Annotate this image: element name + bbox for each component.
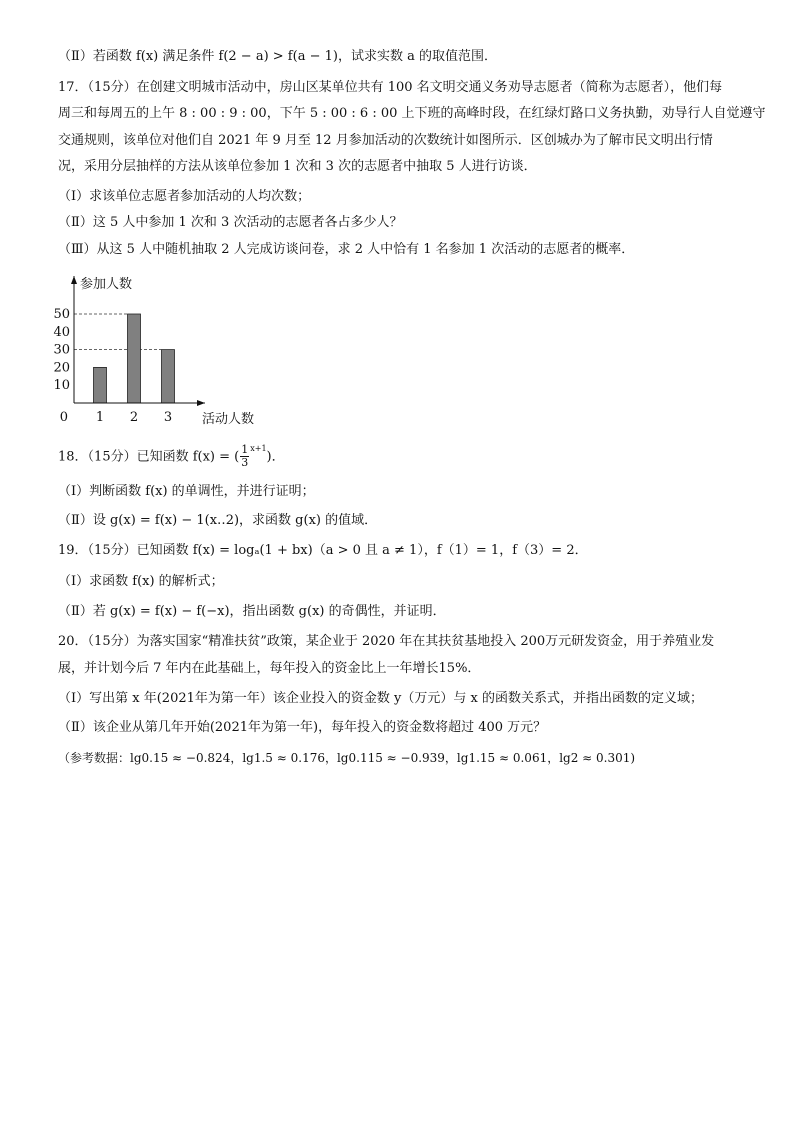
- y-tick-label-30: 30: [53, 342, 70, 358]
- y-tick-label-10: 10: [53, 378, 70, 394]
- q19-part2: （Ⅱ）若 g(x) = f(x) − f(−x)，指出函数 g(x) 的奇偶性，并证明．: [58, 604, 446, 619]
- q16-part2: （Ⅱ）若函数 f(x) 满足条件 f(2 − a) > f(a − 1)，试求实数 a 的取值范围．: [58, 49, 497, 64]
- q17-part2: （Ⅱ）这 5 人中参加 1 次和 3 次活动的志愿者各占多少人？: [58, 215, 403, 230]
- q18-part2: （Ⅱ）设 g(x) = f(x) − 1(x‥2)，求函数 g(x) 的值域．: [58, 513, 378, 528]
- x-axis-arrow: [197, 400, 205, 406]
- q18-frac-numerator: 1: [241, 443, 249, 457]
- y-axis-arrow: [71, 276, 77, 284]
- x-tick-label-3: 3: [163, 410, 173, 425]
- activity-bar-chart: [50, 268, 290, 428]
- q18-frac-denominator: 3: [241, 456, 249, 470]
- q18-part1: （Ⅰ）判断函数 f(x) 的单调性，并进行证明；: [58, 484, 315, 499]
- q17-stem-line4: 况，采用分层抽样的方法从该单位参加 1 次和 3 次的志愿者中抽取 5 人进行访谈．: [58, 159, 537, 174]
- q18-fraction: [240, 444, 249, 469]
- y-tick-label-50: 50: [53, 307, 70, 322]
- q19-part1: （Ⅰ）求函数 f(x) 的解析式；: [58, 574, 224, 589]
- q18-stem: [58, 444, 285, 469]
- x-tick-label-1: 1: [95, 410, 105, 425]
- y-tick-label-40: 40: [53, 324, 70, 340]
- q17-part3: （Ⅲ）从这 5 人中随机抽取 2 人完成访谈问卷，求 2 人中恰有 1 名参加 1 次活动的志愿者的概率．: [58, 242, 635, 257]
- y-tick-label-20: 20: [53, 360, 70, 376]
- bar-3: [162, 350, 175, 403]
- bar-2: [128, 314, 141, 403]
- chart-plot-area: [53, 276, 254, 427]
- y-axis-label: 参加人数: [80, 277, 133, 292]
- q20-part1: （Ⅰ）写出第 x 年(2021年为第一年）该企业投入的资金数 y（万元）与 x 的函数关系式，并指出函数的定义域；: [58, 691, 703, 706]
- q20-reference-data: （参考数据：lg0.15 ≈ −0.824，lg1.5 ≈ 0.176，lg0.115 ≈ −0.939，lg1.15 ≈ 0.061，lg2 ≈ 0.301): [58, 751, 636, 765]
- x-tick-label-2: 2: [129, 410, 139, 425]
- x-axis-label: 活动人数: [202, 412, 255, 427]
- q17-part1: （Ⅰ）求该单位志愿者参加活动的人均次数；: [58, 189, 311, 204]
- q17-stem-line1: 17．（15分）在创建文明城市活动中，房山区某单位共有 100 名文明交通义务劝导志愿者（简称为志愿者），他们每: [58, 80, 723, 95]
- q19-stem: 19．（15分）已知函数 f(x) = logₐ(1 + bx)（a > 0 且 a ≠ 1），f（1）= 1，f（3）= 2．: [58, 543, 588, 558]
- q18-stem-prefix: 18．（15分）已知函数 f(x) = (: [58, 449, 240, 465]
- bar-1: [94, 367, 107, 403]
- q20-stem-line2: 展，并计划今后 7 年内在此基础上，每年投入的资金比上一年增长15%．: [58, 661, 481, 676]
- q17-stem-line3: 交通规则，该单位对他们自 2021 年 9 月至 12 月参加活动的次数统计如图所示．区创城办为了解市民文明出行情: [58, 133, 713, 148]
- q18-stem-suffix: )．: [266, 449, 285, 465]
- q20-part2: （Ⅱ）该企业从第几年开始(2021年为第一年)，每年投入的资金数将超过 400 万元？: [58, 720, 547, 735]
- q17-stem-line2: 周三和每周五的上午 8 : 00 : 9 : 00，下午 5 : 00 : 6 : 00 上下班的高峰时段，在红绿灯路口义务执勤，劝导行人自觉遵守: [58, 106, 766, 121]
- q18-exponent: x+1: [250, 444, 267, 453]
- origin-label: 0: [59, 410, 68, 425]
- q20-stem-line1: 20．（15分）为落实国家“精准扶贫”政策，某企业于 2020 年在其扶贫基地投入 200万元研发资金，用于养殖业发: [58, 634, 715, 649]
